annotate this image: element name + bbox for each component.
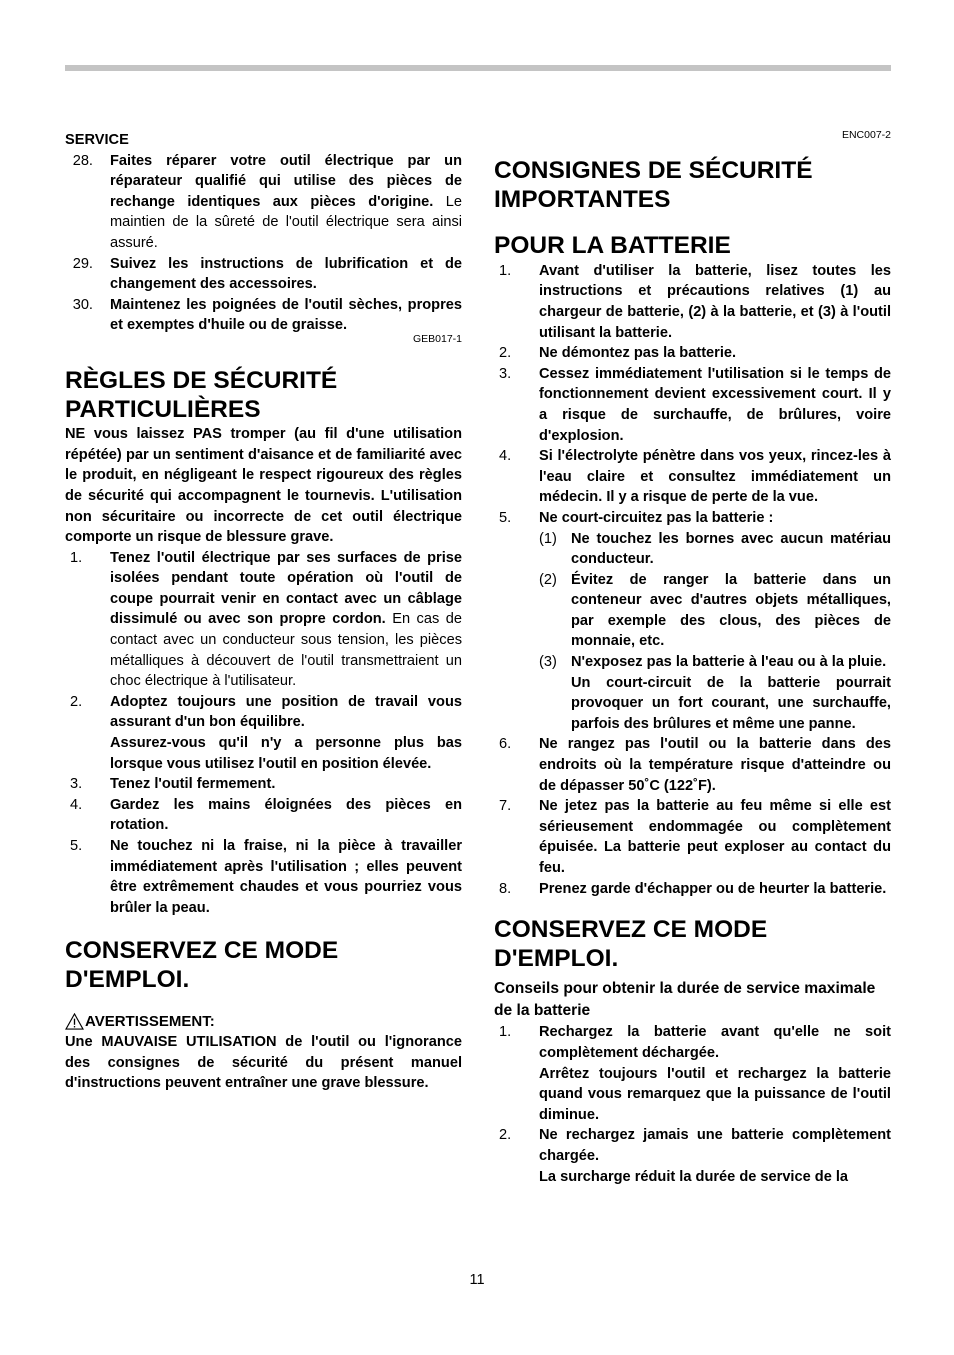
item-text: Rechargez la batterie avant qu'elle ne soit complètement déchargée. Arrêtez toujours l'outil et rechargez la batterie quand vous remarquez que la puissance de l'outil diminue. — [539, 1024, 891, 1123]
warning-label: AVERTISSEMENT: — [85, 1012, 215, 1030]
sub-list — [494, 529, 891, 735]
heading-conserve: CONSERVEZ CE MODE D'EMPLOI. — [65, 937, 339, 993]
sub-list-item — [539, 529, 891, 570]
list-item — [494, 1125, 891, 1187]
item-number: 6. — [499, 736, 512, 753]
item-number: 4. — [70, 796, 83, 813]
sub-item-text: N'exposez pas la batterie à l'eau ou à la pluie. Un court-circuit de la batterie pourrait provoquer un fort courant, une surchauffe, parfois des brûlures et même une panne. — [571, 654, 891, 732]
warning-heading — [65, 1012, 462, 1033]
left-column — [65, 130, 462, 1094]
item-number: 7. — [499, 798, 512, 815]
page-number: 11 — [469, 1272, 485, 1288]
list-item — [65, 548, 462, 692]
list-item — [65, 295, 462, 336]
list-item — [494, 508, 891, 529]
item-number: 2. — [499, 345, 512, 362]
item-text: Cessez immédiatement l'utilisation si le temps de fonctionnement devient excessivement court. Il y a risque de surchauffe, de brûlures, voire d'explosion. — [539, 365, 891, 444]
list-item — [65, 836, 462, 918]
item-text: Tenez l'outil fermement. — [110, 776, 276, 793]
list-item — [65, 692, 462, 774]
sub-list-item — [539, 652, 891, 734]
item-text: Ne rechargez jamais une batterie complètement chargée. La surcharge réduit la durée de service de la — [539, 1127, 891, 1185]
item-number: 3. — [70, 776, 83, 793]
item-text: Ne touchez ni la fraise, ni la pièce à travailler immédiatement après l'utilisation ; elles peuvent être extrêmement chaudes et vous pourriez vous brûler la peau. — [110, 838, 462, 916]
item-number: 5. — [499, 509, 512, 526]
item-number: 5. — [70, 838, 83, 854]
item-text: Prenez garde d'échapper ou de heurter la batterie. — [539, 880, 887, 897]
item-number: 2. — [499, 1127, 512, 1144]
item-number: 3. — [499, 365, 512, 382]
section-code: GEB017-1 — [412, 332, 462, 345]
tips-subheading: Conseils pour obtenir la durée de service maximale de la batterie — [494, 980, 876, 1020]
list-item — [65, 254, 462, 295]
item-number: 1. — [499, 1024, 512, 1041]
list-item — [494, 343, 891, 364]
item-number: 2. — [70, 693, 83, 710]
service-label: SERVICE — [65, 132, 129, 148]
right-column — [494, 130, 891, 1187]
sub-item-text: Ne touchez les bornes avec aucun matériau conducteur. — [571, 530, 891, 568]
item-text: Ne jetez pas la batterie au feu même si elle est sérieusement endommagée ou complètement épuisée. La batterie peut exploser au contact du feu. — [539, 798, 891, 876]
item-number: 1. — [70, 549, 83, 566]
item-text: Adoptez toujours une position de travail vous assurant d'un bon équilibre. Assurez-vous qu'il n'y a personne plus bas lorsque vous utilisez l'outil en position élevée. — [110, 693, 462, 772]
warning-text: Une MAUVAISE UTILISATION de l'outil ou l'ignorance des consignes de sécurité du présent manuel d'instructions peuvent entraîner une grave blessure. — [65, 1034, 462, 1092]
item-text: Si l'électrolyte pénètre dans vos yeux, rincez-les à l'eau claire et consultez immédiatement un médecin. Il y a risque de perte de la vue. — [539, 448, 891, 506]
heading-regles: RÈGLES DE SÉCURITÉ PARTICULIÈRES — [65, 366, 338, 423]
list-item — [65, 774, 462, 795]
heading-batterie: POUR LA BATTERIE — [494, 232, 731, 260]
item-text: Ne rangez pas l'outil ou la batterie dans des endroits où la température risque d'atteindre ou de dépasser 50˚C (122˚F). — [539, 736, 891, 794]
item-text: Tenez l'outil électrique par ses surfaces de prise isolées pendant toute opération où l'outil de coupe pourrait venir en contact avec un câblage dissimulé ou avec son propre cordon. En cas de contact avec un conducteur sous tension, les pièces métalliques à découvert de l'outil transmettraient un choc électrique à l'utilisateur. — [110, 549, 462, 690]
sub-item-number: (2) — [539, 571, 557, 588]
item-text: Gardez les mains éloignées des pièces en rotation. — [110, 796, 462, 834]
sub-list-item — [539, 570, 891, 652]
item-text: Maintenez les poignées de l'outil sèches, propres et exemptes d'huile ou de graisse. — [110, 296, 462, 334]
item-text: Ne court-circuitez pas la batterie : — [539, 509, 774, 526]
item-text: Suivez les instructions de lubrification et de changement des accessoires. — [110, 255, 462, 293]
item-number: 8. — [499, 880, 512, 897]
list-item — [65, 795, 462, 836]
item-number: 4. — [499, 448, 512, 465]
sub-item-text: Évitez de ranger la batterie dans un conteneur avec d'autres objets métalliques, par exemple des clous, des pièces de monnaie, etc. — [571, 571, 891, 650]
item-number: 1. — [499, 262, 512, 279]
item-text: Ne démontez pas la batterie. — [539, 345, 737, 362]
list-item — [494, 446, 891, 508]
list-item — [494, 364, 891, 446]
item-text: Faites réparer votre outil électrique par un réparateur qualifié qui utilise des pièces de rechange identiques aux pièces d'origine. Le maintien de la sûreté de l'outil électrique sera ainsi assuré. — [110, 152, 462, 251]
item-number: 30. — [72, 296, 93, 313]
intro-paragraph: NE vous laissez PAS tromper (au fil d'une utilisation répétée) par un sentiment d'aisance et de familiarité avec le produit, en négligeant le respect rigoureux des règles de sécurité qui accompagnent le tournevis. L'utilisation non sécuritaire ou incorrecte de cet outil électrique comporte un risque de blessure grave. — [65, 426, 462, 546]
list-item — [494, 796, 891, 878]
heading-conserve-right: CONSERVEZ CE MODE D'EMPLOI. — [494, 916, 768, 972]
list-item — [494, 879, 891, 900]
list-item — [494, 261, 891, 343]
warning-triangle-icon — [65, 1013, 84, 1030]
sub-item-number: (1) — [539, 530, 557, 547]
section-code: ENC007-2 — [841, 129, 891, 141]
heading-consignes: CONSIGNES DE SÉCURITÉ IMPORTANTES — [494, 157, 813, 213]
list-item — [494, 734, 891, 796]
sub-item-number: (3) — [539, 654, 557, 671]
list-item — [494, 1022, 891, 1125]
list-item — [65, 151, 462, 254]
item-number: 28. — [72, 152, 93, 169]
item-number: 29. — [72, 255, 93, 272]
item-text: Avant d'utiliser la batterie, lisez toutes les instructions et précautions relatives (1) au chargeur de batterie, (2) à la batterie, et (3) à l'outil utilisant la batterie. — [539, 262, 891, 341]
top-rule — [65, 65, 891, 71]
